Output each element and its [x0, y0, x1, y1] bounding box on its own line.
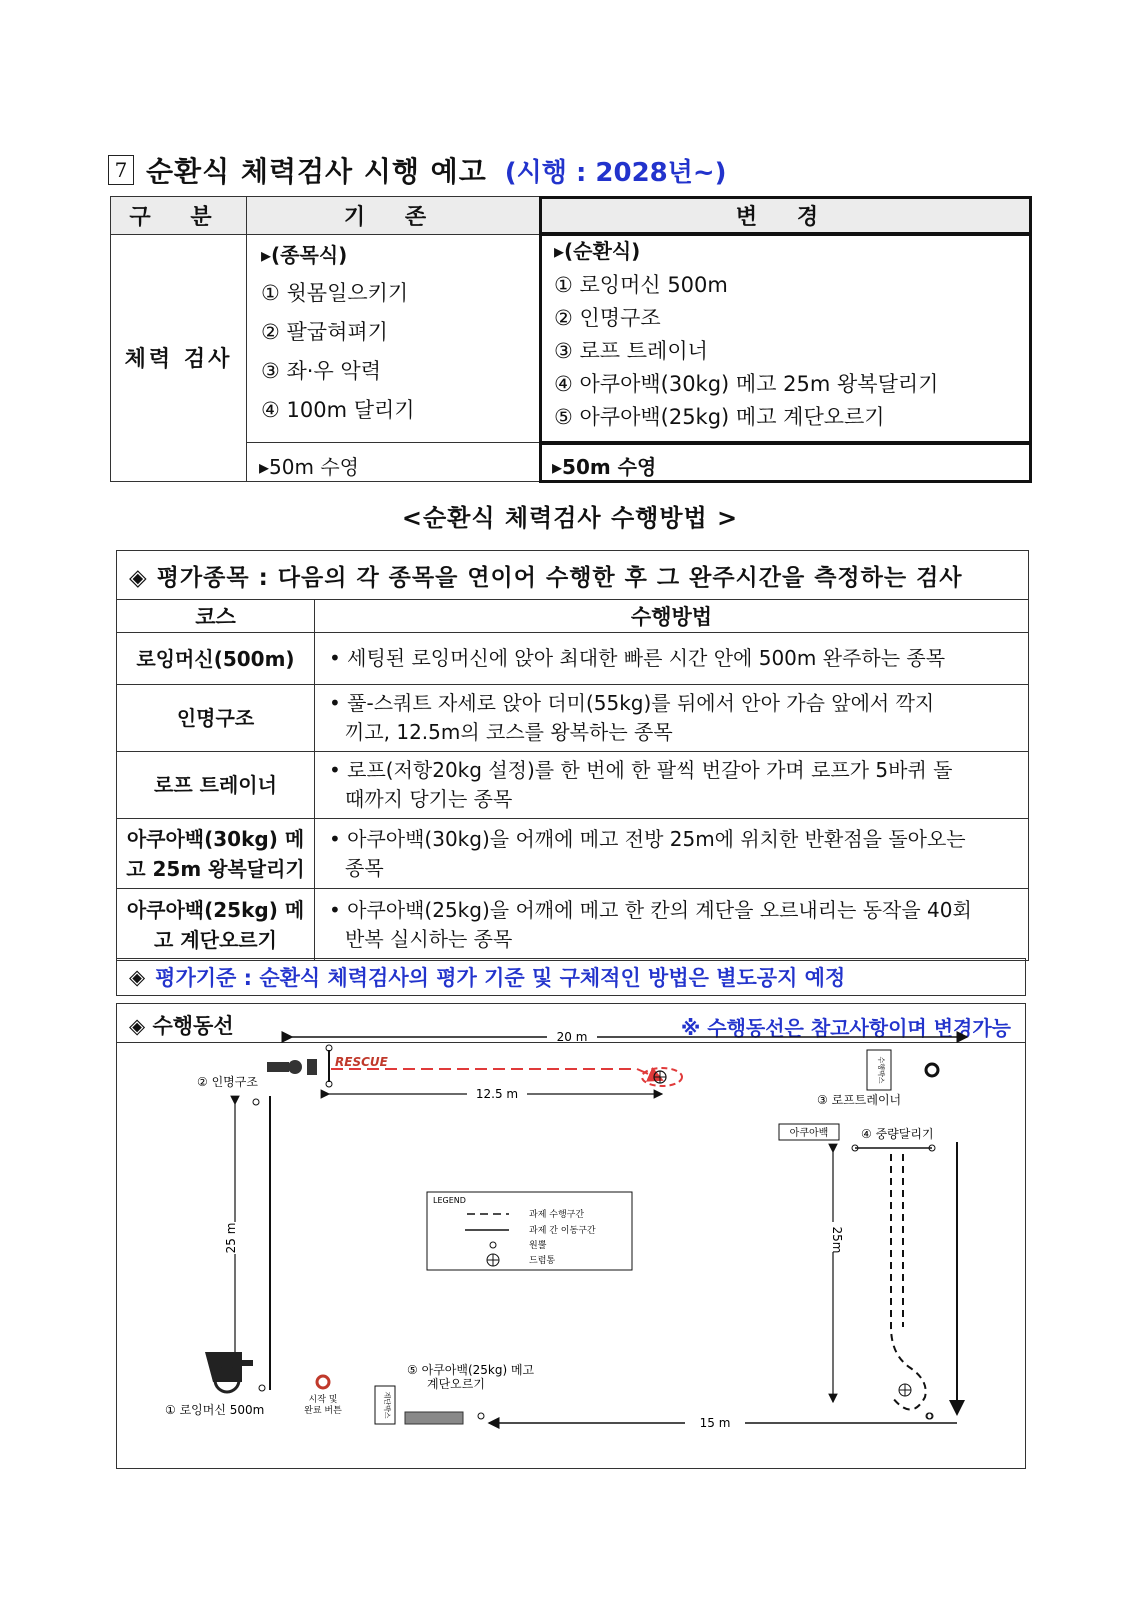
station-4-label: ④ 중량달리기 [861, 1127, 934, 1141]
rescue-sign: RESCUE [335, 1055, 388, 1069]
new-swim: ▸50m 수영 [540, 443, 1031, 482]
old-item: ① 윗몸일으키기 [261, 280, 409, 305]
new-item: ② 인명구조 [554, 305, 661, 330]
course-desc-line: • 풀-스쿼트 자세로 앉아 더미(55kg)를 뒤에서 안아 가슴 앞에서 깍지 [329, 691, 935, 715]
course-desc-line: 때까지 당기는 종목 [345, 787, 513, 811]
course-desc-line: 종목 [345, 855, 384, 880]
old-swim: ▸50m 수영 [247, 443, 540, 482]
dimension-20m-label: 20 m [556, 1030, 588, 1044]
new-item: ③ 로프 트레이너 [554, 338, 708, 363]
comparison-table [110, 196, 1031, 482]
new-heading: ▸(순환식) [554, 238, 641, 263]
course-desc-line: • 세팅된 로잉머신에 앉아 최대한 빠른 시간 안에 500m 완주하는 종목 [329, 646, 946, 670]
course-desc-line: 반복 실시하는 종목 [345, 926, 513, 951]
dimension-25m-right-label: 25m [830, 1226, 844, 1254]
old-item: ④ 100m 달리기 [261, 397, 415, 422]
section-heading: 순환식 체력검사 시행 예고 [146, 155, 487, 188]
step-icon [405, 1412, 463, 1424]
start-label-2: 완료 버튼 [304, 1406, 342, 1416]
course-desc [315, 889, 1029, 961]
header-old: 기 존 [247, 197, 540, 235]
new-item: ④ 아쿠아백(30kg) 메고 25m 왕복달리기 [554, 371, 939, 396]
course-name: 아쿠아백(30kg) 메고 25m 왕복달리기 [117, 819, 315, 889]
legend-circle-label: 원뿔 [529, 1241, 547, 1251]
start-label-1: 시작 및 [308, 1395, 338, 1405]
old-heading: ▸(종목식) [261, 242, 348, 267]
course-desc [315, 752, 1029, 819]
station-1-label: ① 로잉머신 500m [165, 1403, 265, 1417]
col-method: 수행방법 [315, 600, 1029, 633]
course-desc-line: • 아쿠아백(25kg)을 어깨에 메고 한 칸의 계단을 오르내리는 동작을 40회 [329, 897, 972, 922]
dummy-icon [267, 1062, 289, 1072]
legend-dash-label: 과제 수행구간 [529, 1210, 585, 1220]
aquabag-label: 아쿠아백 [789, 1128, 829, 1139]
new-item: ① 로잉머신 500m [554, 272, 728, 297]
course-name: 인명구조 [117, 685, 315, 752]
flow-title: ◈ 수행동선 [129, 1014, 234, 1038]
method-table [116, 550, 1029, 961]
course-desc [315, 819, 1029, 889]
rescue-station [197, 1045, 682, 1101]
legend-solid-label: 과제 간 이동구간 [529, 1226, 596, 1236]
method-banner: ◈ 평가종목 : 다음의 각 종목을 연이어 수행한 후 그 완주시간을 측정하는 검사 [117, 551, 1029, 600]
course-desc [315, 685, 1029, 752]
old-item: ② 팔굽혀펴기 [261, 319, 388, 344]
criteria-text: 평가기준 : 순환식 체력검사의 평가 기준 및 구체적인 방법은 별도공지 예정 [155, 966, 846, 990]
left-path [224, 1096, 270, 1391]
course-name: 로프 트레이너 [117, 752, 315, 819]
course-name: 아쿠아백(25kg) 메고 계단오르기 [117, 889, 315, 961]
start-button [304, 1376, 342, 1416]
method-title: <순환식 체력검사 수행방법 > [401, 504, 739, 532]
course-desc [315, 633, 1029, 685]
station-5-label-2: 계단오르기 [427, 1377, 485, 1391]
step-sign-label: 계단박스 [383, 1391, 391, 1419]
dimension-25m-left-label: 25 m [224, 1222, 238, 1254]
course-desc-line: • 로프(저항20kg 설정)를 한 번에 한 팔씩 번갈아 가며 로프가 5바퀴 돌 [329, 758, 953, 782]
dimension-12-5m-label: 12.5 m [475, 1087, 519, 1101]
station-3-label: ③ 로프트레이너 [817, 1093, 902, 1107]
dimension-15m-label: 15 m [699, 1416, 731, 1430]
flow-box [116, 1003, 1026, 1469]
step-station [375, 1362, 957, 1430]
course-desc-line: • 아쿠아백(30kg)을 어깨에 메고 전방 25m에 위치한 반환점을 돌아오는 [329, 826, 966, 851]
station-2-label: ② 인명구조 [197, 1075, 258, 1089]
legend [427, 1192, 632, 1270]
flow-note: ※ 수행동선은 참고사항이며 변경가능 [680, 1016, 1011, 1040]
rope-box-label: 수행박스 [877, 1056, 885, 1084]
section-number: 7 [108, 155, 134, 185]
header-new: 변 경 [540, 197, 1031, 235]
rowing-machine [165, 1352, 264, 1417]
criteria-box [116, 958, 1026, 996]
header-category: 구 분 [111, 197, 247, 235]
station-5-label-1: ⑤ 아쿠아백(25kg) 메고 [407, 1363, 535, 1377]
legend-title: LEGEND [433, 1196, 466, 1205]
diamond-icon: ◈ [129, 965, 146, 989]
new-items-cell [540, 234, 1031, 443]
col-course: 코스 [117, 600, 315, 633]
old-items-cell [247, 234, 540, 443]
old-item: ③ 좌·우 악력 [261, 358, 381, 383]
course-desc-line: 끼고, 12.5m의 코스를 왕복하는 종목 [345, 720, 673, 744]
course-name: 로잉머신(500m) [117, 633, 315, 685]
flow-diagram [117, 1030, 1025, 1468]
weight-run-station [779, 1124, 957, 1419]
rope-station [817, 1050, 938, 1107]
legend-cross-label: 드럼통 [529, 1256, 556, 1266]
new-item: ⑤ 아쿠아백(25kg) 메고 계단오르기 [554, 404, 885, 429]
section-date-note: (시행 : 2028년~) [504, 157, 727, 188]
category-cell: 체력 검사 [111, 234, 247, 481]
section-title [108, 150, 727, 190]
start-button-icon [317, 1376, 329, 1388]
